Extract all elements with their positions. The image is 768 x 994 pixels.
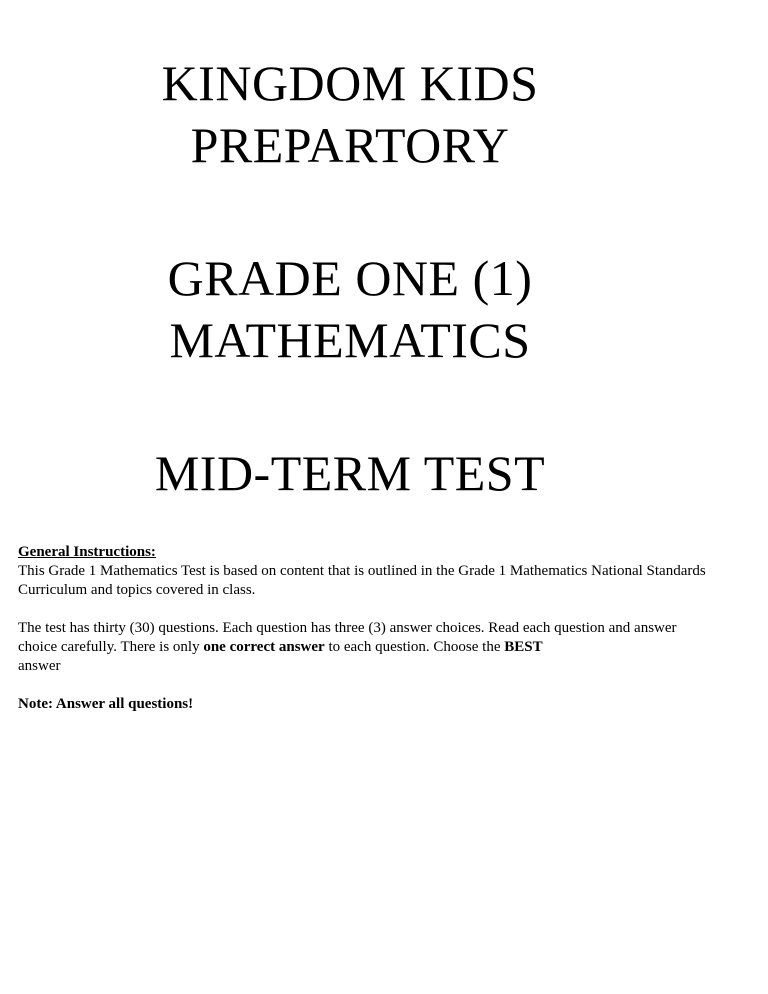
- best-emphasis: BEST: [504, 639, 543, 655]
- instructions-paragraph-2: [18, 619, 708, 676]
- one-correct-answer-emphasis: one correct answer: [203, 639, 325, 655]
- school-name-line-2: PREPARTORY: [190, 117, 510, 173]
- grade-title: GRADE ONE (1): [167, 250, 533, 306]
- paragraph-2-text-2: to each question. Choose the: [324, 639, 505, 655]
- school-name-line-1: KINGDOM KIDS: [161, 55, 539, 111]
- paragraph-2-text-1: The test has thirty (30) questions. Each question has three (3) answer choices. Read each question and answer choice carefully. There is only: [18, 620, 677, 655]
- school-name: [0, 52, 700, 176]
- general-instructions: [18, 543, 708, 714]
- paragraph-2-text-3: answer: [18, 658, 61, 674]
- grade-subject: [0, 247, 700, 371]
- paragraph-spacer: [18, 600, 708, 619]
- instructions-paragraph-1: This Grade 1 Mathematics Test is based on content that is outlined in the Grade 1 Mathematics National Standards Curriculum and topics covered in class.: [18, 563, 706, 598]
- instructions-heading: General Instructions:: [18, 544, 156, 560]
- paragraph-spacer: [18, 676, 708, 695]
- note-text: Note: Answer all questions!: [18, 696, 194, 712]
- subject-title: MATHEMATICS: [169, 312, 531, 368]
- test-name: [0, 442, 700, 504]
- test-title: MID-TERM TEST: [154, 445, 546, 501]
